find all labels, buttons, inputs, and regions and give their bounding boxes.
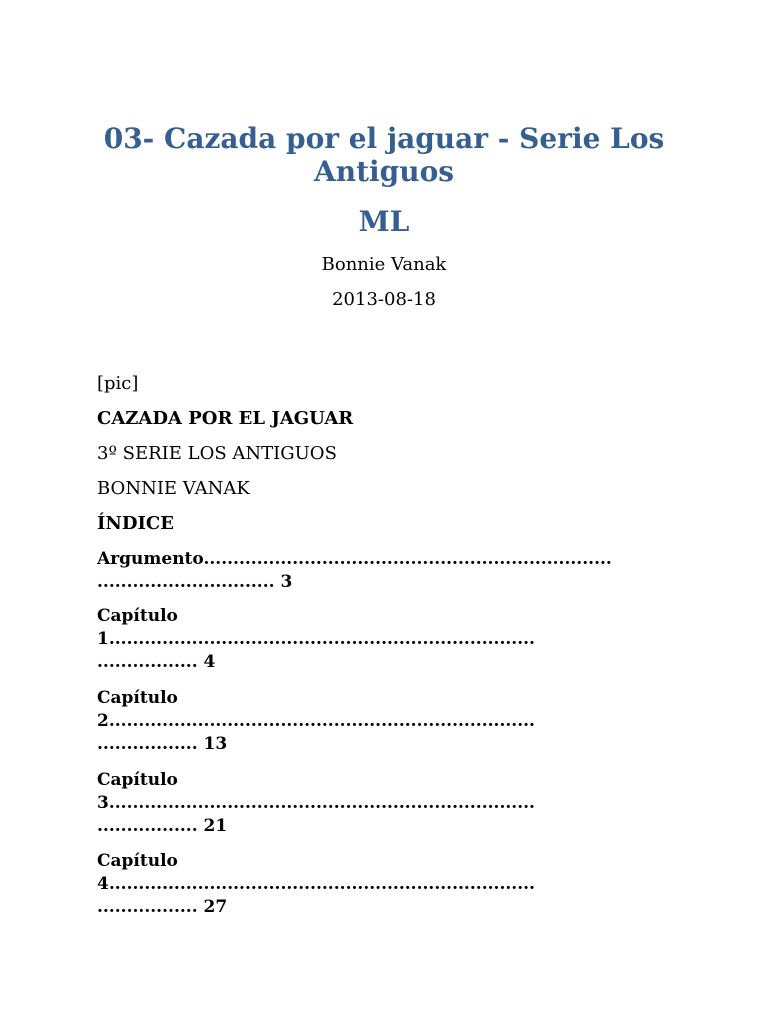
document-subtitle: ML [358,205,410,238]
toc-entry-capitulo-1[interactable] [97,605,677,674]
toc-entry-leader: 3........................................................................ [97,793,535,813]
index-heading: ÍNDICE [97,513,174,534]
author-line: BONNIE VANAK [97,478,250,499]
series-line: 3º SERIE LOS ANTIGUOS [97,443,337,464]
toc-entry-leader: 1........................................................................ [97,629,535,649]
toc-entry-capitulo-2[interactable] [97,687,677,756]
toc-entry-capitulo-3[interactable] [97,769,677,838]
document-author: Bonnie Vanak [321,254,447,275]
toc-entry-leader: 2........................................................................ [97,711,535,731]
toc-entry-page: ................. 27 [97,897,228,917]
toc-entry-text: Capítulo [97,770,178,790]
toc-entry-page: ................. 13 [97,734,228,754]
toc-entry-argumento[interactable] [97,548,677,594]
toc-entry-text: Argumento..................................................................... [97,549,612,569]
toc-entry-text: Capítulo [97,688,178,708]
image-placeholder: [pic] [97,373,139,394]
document-title: 03- Cazada por el jaguar - Serie Los Antiguos [103,122,665,188]
toc-entry-page: ................. 21 [97,816,228,836]
toc-entry-text: Capítulo [97,851,178,871]
document-date: 2013-08-18 [332,289,436,310]
toc-entry-page: ................. 4 [97,652,216,672]
book-title: CAZADA POR EL JAGUAR [97,408,354,429]
toc-entry-page: .............................. 3 [97,572,293,592]
toc-entry-leader: 4........................................................................ [97,874,535,894]
toc-entry-text: Capítulo [97,606,178,626]
toc-entry-capitulo-4[interactable] [97,850,677,919]
